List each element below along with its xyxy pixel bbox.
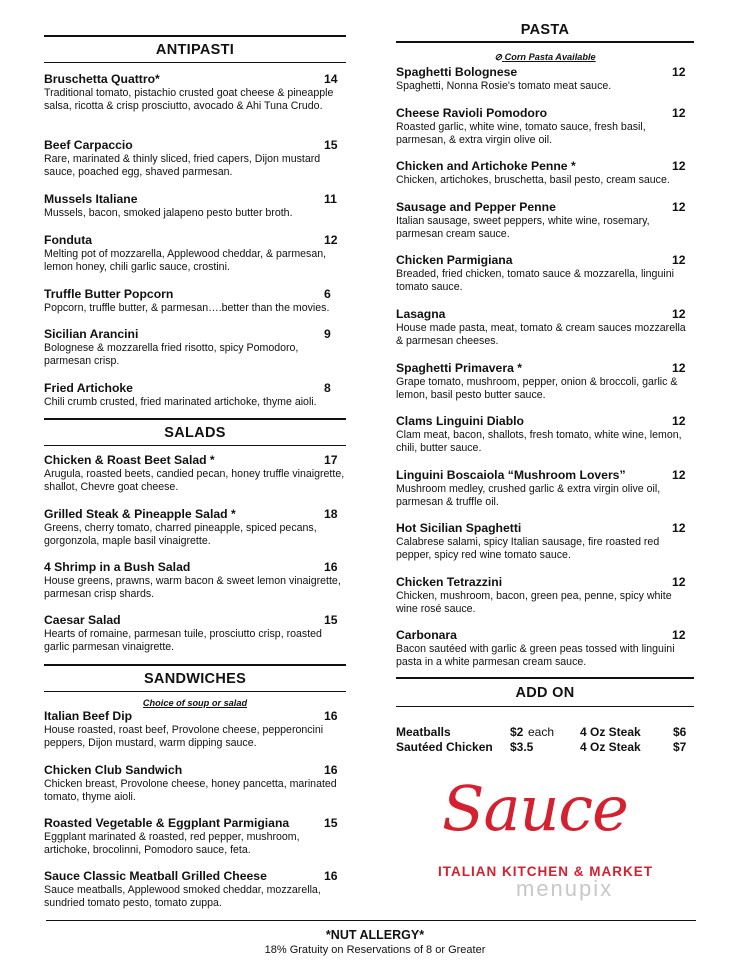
item-name: Sauce Classic Meatball Grilled Cheese bbox=[44, 869, 267, 883]
pasta-note bbox=[396, 52, 694, 63]
menu-item bbox=[396, 253, 694, 295]
item-name: Fonduta bbox=[44, 233, 93, 247]
item-price: 16 bbox=[324, 869, 338, 883]
item-price: 12 bbox=[672, 575, 686, 589]
addon-price: $2 bbox=[510, 725, 524, 739]
item-description: Traditional tomato, pistachio crusted goat cheese & pineapple salsa, ricotta & crisp prosciutto, avocado & Ahi Tuna Crudo. bbox=[44, 87, 334, 113]
addon-price: $6 bbox=[673, 725, 687, 739]
sandwiches-note: Choice of soup or salad bbox=[142, 698, 248, 708]
addon-price: $7 bbox=[673, 740, 687, 754]
item-price: 14 bbox=[324, 72, 338, 86]
item-description: Rare, marinated & thinly sliced, fried capers, Dijon mustard sauce, poached egg, shaved parmesan. bbox=[44, 153, 321, 179]
item-price: 12 bbox=[672, 200, 686, 214]
addon-name: 4 Oz Steak bbox=[580, 740, 641, 754]
item-name: Chicken Tetrazzini bbox=[396, 575, 503, 589]
item-price: 6 bbox=[324, 287, 331, 301]
item-name: Sausage and Pepper Penne bbox=[396, 200, 556, 214]
item-price: 12 bbox=[324, 233, 338, 247]
item-name: Spaghetti Bolognese bbox=[396, 65, 518, 79]
item-name: Chicken & Roast Beet Salad * bbox=[44, 453, 215, 467]
item-description: Hearts of romaine, parmesan tuile, prosciutto crisp, roasted garlic parmesan vinaigrette. bbox=[44, 628, 322, 654]
menu-item bbox=[396, 468, 694, 510]
menu-item bbox=[44, 381, 346, 409]
item-name: Hot Sicilian Spaghetti bbox=[396, 521, 522, 535]
item-description: Popcorn, truffle butter, & parmesan….better than the movies. bbox=[44, 302, 330, 314]
addon-top-rule bbox=[396, 677, 694, 679]
addon-row bbox=[396, 740, 694, 754]
item-name: Linguini Boscaiola “Mushroom Lovers” bbox=[396, 468, 626, 482]
menu-item bbox=[396, 361, 694, 403]
menu-item bbox=[44, 327, 346, 369]
item-price: 8 bbox=[324, 381, 331, 395]
item-description: House roasted, roast beef, Provolone cheese, pepperoncini peppers, Dijon mustard, warm dipping sauce. bbox=[44, 724, 324, 750]
addon-name: Meatballs bbox=[396, 725, 451, 739]
item-price: 12 bbox=[672, 307, 686, 321]
item-name: Spaghetti Primavera * bbox=[396, 361, 522, 375]
item-name: Clams Linguini Diablo bbox=[396, 414, 524, 428]
item-description: Chicken, mushroom, bacon, green pea, penne, spicy white wine rosé sauce. bbox=[396, 590, 672, 616]
addon-row bbox=[396, 725, 694, 739]
addon-price: $3.5 bbox=[510, 740, 534, 754]
item-description: Eggplant marinated & roasted, red pepper, mushroom, artichoke, brocolinni, Pomodoro sauce, feta. bbox=[44, 831, 300, 857]
item-price: 11 bbox=[324, 192, 337, 206]
item-description: Arugula, roasted beets, candied pecan, honey truffle vinaigrette, shallot, Chevre goat cheese. bbox=[44, 468, 345, 494]
item-name: Italian Beef Dip bbox=[44, 709, 133, 723]
addon-unit: each bbox=[528, 725, 555, 739]
item-description: Grape tomato, mushroom, pepper, onion & broccoli, garlic & lemon, basil pesto butter sauce. bbox=[396, 376, 678, 402]
item-name: Chicken and Artichoke Penne * bbox=[396, 159, 576, 173]
item-name: Mussels Italiane bbox=[44, 192, 138, 206]
menu-item bbox=[396, 159, 694, 187]
item-price: 12 bbox=[672, 361, 686, 375]
item-name: Cheese Ravioli Pomodoro bbox=[396, 106, 548, 120]
addon-name: 4 Oz Steak bbox=[580, 725, 641, 739]
antipasti-top-rule bbox=[44, 35, 346, 37]
menu-item bbox=[44, 287, 346, 315]
menu-item bbox=[44, 507, 346, 549]
menu-item bbox=[396, 628, 694, 670]
item-price: 15 bbox=[324, 613, 338, 627]
item-name: Truffle Butter Popcorn bbox=[44, 287, 174, 301]
pasta-note-text: Corn Pasta Available bbox=[504, 52, 596, 62]
item-description: Sauce meatballs, Applewood smoked cheddar, mozzarella, sundried tomato pesto, tomato zuppa. bbox=[44, 884, 321, 910]
antipasti-bottom-rule bbox=[44, 62, 346, 63]
antipasti-title: ANTIPASTI bbox=[155, 42, 235, 58]
item-price: 15 bbox=[324, 816, 338, 830]
salads-top-rule bbox=[44, 418, 346, 420]
item-description: Melting pot of mozzarella, Applewood cheddar, & parmesan, lemon honey, chili garlic sauce, crostini. bbox=[44, 248, 327, 274]
item-name: Carbonara bbox=[396, 628, 457, 642]
salads-bottom-rule bbox=[44, 445, 346, 446]
menu-item bbox=[396, 200, 694, 242]
menu-item bbox=[44, 233, 346, 275]
menu-item bbox=[44, 560, 346, 602]
item-price: 12 bbox=[672, 106, 686, 120]
menu-item bbox=[396, 106, 694, 148]
menu-item bbox=[44, 453, 346, 495]
logo-tagline: ITALIAN KITCHEN & MARKET bbox=[438, 864, 653, 879]
item-description: Italian sausage, sweet peppers, white wine, rosemary, parmesan cream sauce. bbox=[396, 215, 650, 241]
item-name: Bruschetta Quattro* bbox=[44, 72, 160, 86]
item-description: Chicken breast, Provolone cheese, honey pancetta, marinated tomato, thyme aioli. bbox=[44, 778, 337, 804]
menu-item bbox=[396, 414, 694, 456]
item-name: Chicken Club Sandwich bbox=[44, 763, 183, 777]
menu-item bbox=[396, 307, 694, 349]
menu-item bbox=[44, 192, 346, 220]
pasta-title: PASTA bbox=[520, 22, 570, 38]
corn-icon: ⊘ bbox=[494, 52, 503, 62]
item-description: Clam meat, bacon, shallots, fresh tomato, white wine, lemon, chili, butter sauce. bbox=[396, 429, 682, 455]
item-price: 12 bbox=[672, 253, 686, 267]
item-name: 4 Shrimp in a Bush Salad bbox=[44, 560, 191, 574]
item-price: 12 bbox=[672, 65, 686, 79]
sandwiches-top-rule bbox=[44, 664, 346, 666]
item-price: 9 bbox=[324, 327, 331, 341]
menu-item bbox=[44, 763, 346, 805]
item-description: Mushroom medley, crushed garlic & extra virgin olive oil, parmesan & truffle oil. bbox=[396, 483, 661, 509]
item-price: 16 bbox=[324, 763, 338, 777]
item-price: 12 bbox=[672, 468, 686, 482]
item-description: Calabrese salami, spicy Italian sausage, fire roasted red pepper, spicy red wine tomato sauce. bbox=[396, 536, 660, 562]
item-name: Fried Artichoke bbox=[44, 381, 133, 395]
addon-bottom-rule bbox=[396, 706, 694, 707]
item-description: Breaded, fried chicken, tomato sauce & mozzarella, linguini tomato sauce. bbox=[396, 268, 674, 294]
item-price: 12 bbox=[672, 628, 686, 642]
gratuity-notice: 18% Gratuity on Reservations of 8 or Greater bbox=[264, 944, 486, 956]
nut-allergy-notice: *NUT ALLERGY* bbox=[325, 928, 425, 942]
item-description: House made pasta, meat, tomato & cream sauces mozzarella & parmesan cheeses. bbox=[396, 322, 686, 348]
sandwiches-title: SANDWICHES bbox=[143, 671, 247, 687]
item-description: Greens, cherry tomato, charred pineapple, spiced pecans, gorgonzola, maple basil vinaigrette. bbox=[44, 522, 317, 548]
addon-name: Sautéed Chicken bbox=[396, 740, 493, 754]
menu-item bbox=[44, 816, 346, 858]
addon-title: ADD ON bbox=[515, 685, 575, 701]
menu-item bbox=[44, 613, 346, 655]
item-name: Chicken Parmigiana bbox=[396, 253, 513, 267]
item-description: House greens, prawns, warm bacon & sweet lemon vinaigrette, parmesan crisp shards. bbox=[44, 575, 341, 601]
item-description: Spaghetti, Nonna Rosie's tomato meat sauce. bbox=[396, 80, 612, 92]
item-price: 16 bbox=[324, 709, 338, 723]
sauce-logo: Sauce bbox=[442, 772, 628, 845]
menu-item bbox=[44, 869, 346, 911]
footer-rule bbox=[46, 920, 696, 921]
menupix-watermark: menupix bbox=[516, 876, 614, 901]
item-price: 12 bbox=[672, 414, 686, 428]
item-price: 17 bbox=[324, 453, 338, 467]
item-price: 18 bbox=[324, 507, 338, 521]
item-description: Chili crumb crusted, fried marinated artichoke, thyme aioli. bbox=[44, 396, 317, 408]
menu-item bbox=[396, 575, 694, 617]
item-price: 16 bbox=[324, 560, 338, 574]
pasta-rule bbox=[396, 41, 694, 43]
item-description: Bolognese & mozzarella fried risotto, spicy Pomodoro, parmesan crisp. bbox=[44, 342, 299, 368]
item-name: Grilled Steak & Pineapple Salad * bbox=[44, 507, 236, 521]
item-name: Lasagna bbox=[396, 307, 446, 321]
salads-title: SALADS bbox=[164, 425, 226, 441]
item-description: Bacon sautéed with garlic & green peas tossed with linguini pasta in a white parmesan cream sauce. bbox=[396, 643, 675, 669]
menu-item bbox=[44, 138, 346, 180]
item-description: Roasted garlic, white wine, tomato sauce, fresh basil, parmesan, & extra virgin olive oil. bbox=[396, 121, 646, 147]
item-name: Sicilian Arancini bbox=[44, 327, 139, 341]
item-description: Chicken, artichokes, bruschetta, basil pesto, cream sauce. bbox=[396, 174, 670, 186]
menu-item bbox=[396, 521, 694, 563]
item-name: Roasted Vegetable & Eggplant Parmigiana bbox=[44, 816, 290, 830]
item-description: Mussels, bacon, smoked jalapeno pesto butter broth. bbox=[44, 207, 293, 219]
sandwiches-bottom-rule bbox=[44, 691, 346, 692]
item-name: Caesar Salad bbox=[44, 613, 121, 627]
menu-item bbox=[44, 72, 346, 114]
item-price: 12 bbox=[672, 521, 686, 535]
item-price: 15 bbox=[324, 138, 338, 152]
menu-item bbox=[396, 65, 694, 93]
menu-item bbox=[44, 709, 346, 751]
item-price: 12 bbox=[672, 159, 686, 173]
item-name: Beef Carpaccio bbox=[44, 138, 133, 152]
